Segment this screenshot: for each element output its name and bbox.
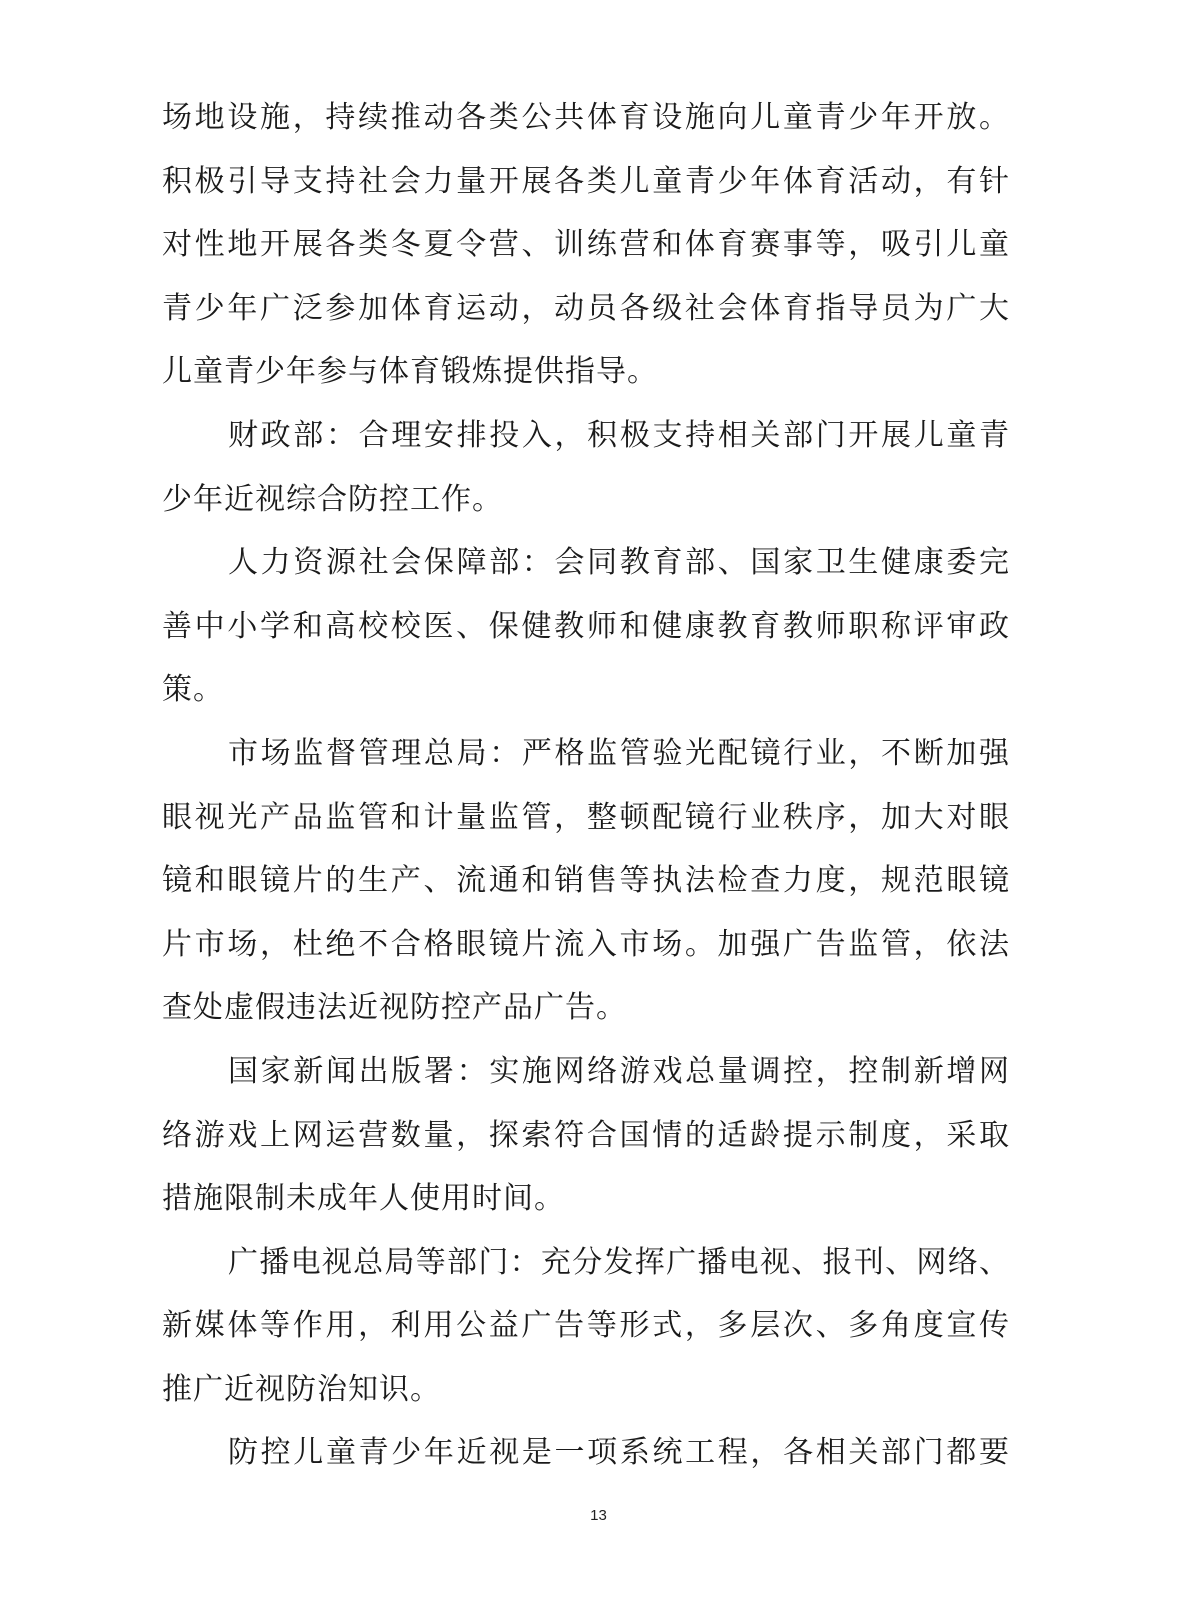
body-text: [162, 86, 1010, 1485]
text-line: 查处虚假违法近视防控产品广告。: [162, 990, 627, 1026]
text-line: 儿童青少年参与体育锻炼提供指导。: [162, 354, 658, 390]
text-line: 镜和眼镜片的生产、流通和销售等执法检查力度，规范眼镜: [162, 863, 1010, 899]
page-number: 13: [590, 1507, 607, 1524]
paragraph-first-line: 广播电视总局等部门：充分发挥广播电视、报刊、网络、: [228, 1244, 1010, 1280]
text-line: 眼视光产品监管和计量监管，整顿配镜行业秩序，加大对眼: [162, 799, 1010, 835]
text-line: 络游戏上网运营数量，探索符合国情的适龄提示制度，采取: [162, 1117, 1010, 1153]
paragraph-first-line: 市场监督管理总局：严格监管验光配镜行业，不断加强: [228, 735, 1010, 771]
text-line: 新媒体等作用，利用公益广告等形式，多层次、多角度宣传: [162, 1308, 1010, 1344]
paragraph-first-line: 财政部：合理安排投入，积极支持相关部门开展儿童青: [228, 417, 1010, 453]
text-line: 青少年广泛参加体育运动，动员各级社会体育指导员为广大: [162, 290, 1010, 326]
text-line: 推广近视防治知识。: [162, 1371, 441, 1407]
text-line: 场地设施，持续推动各类公共体育设施向儿童青少年开放。: [162, 100, 1010, 135]
text-line: 对性地开展各类冬夏令营、训练营和体育赛事等，吸引儿童: [162, 227, 1010, 263]
paragraph-first-line: 人力资源社会保障部：会同教育部、国家卫生健康委完: [228, 545, 1010, 581]
text-line: 片市场，杜绝不合格眼镜片流入市场。加强广告监管，依法: [162, 926, 1010, 962]
text-line: 策。: [162, 672, 224, 708]
paragraph-first-line: 防控儿童青少年近视是一项系统工程，各相关部门都要: [228, 1435, 1010, 1471]
text-line: 善中小学和高校校医、保健教师和健康教育教师职称评审政: [162, 608, 1010, 644]
text-line: 措施限制未成年人使用时间。: [162, 1181, 565, 1217]
text-line: 积极引导支持社会力量开展各类儿童青少年体育活动，有针: [162, 163, 1010, 199]
paragraph-first-line: 国家新闻出版署：实施网络游戏总量调控，控制新增网: [228, 1053, 1010, 1089]
text-line: 少年近视综合防控工作。: [162, 481, 503, 517]
